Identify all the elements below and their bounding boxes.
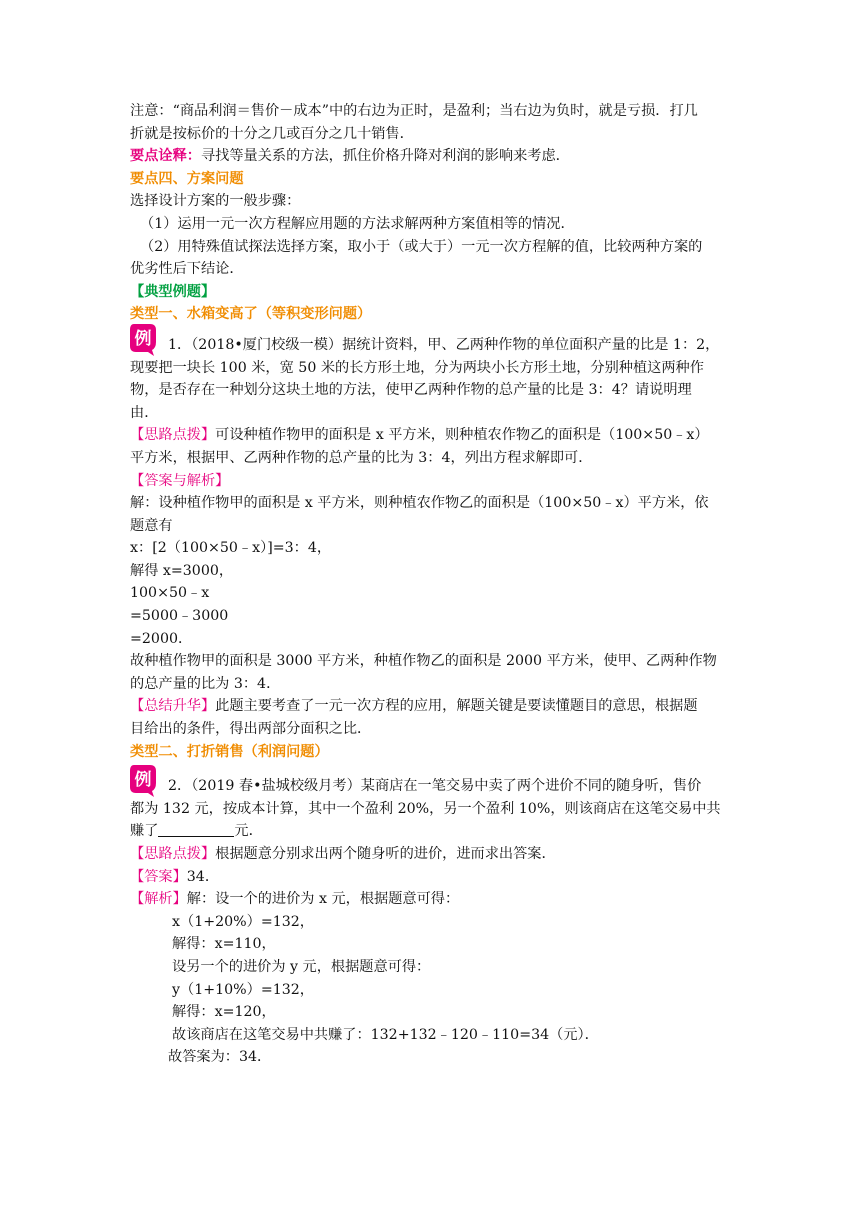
answer-blank [158,822,234,837]
step-1: （1）运用一元一次方程解应用题的方法求解两种方案值相等的情况． [140,215,575,232]
analysis2-line-8: 故答案为：34． [168,1049,272,1066]
summary1-label: 【总结升华】 [130,698,216,715]
q2-line-3 [130,820,730,843]
note-line-2: 折就是按标价的十分之几或百分之几十销售． [130,125,414,142]
analysis2-label: 【解析】 [130,891,187,908]
analysis2-text: 解：设一个的进价为 x 元，根据题意可得： [186,891,460,908]
solution1-line-9: 的总产量的比为 3：4． [130,675,281,692]
solution1-line-5: 100×50﹣x [130,585,210,602]
q1-line-3: 物，是否存在一种划分这块土地的方法，使甲乙两种作物的总产量的比是 3：4？请说明理 [130,382,692,399]
solution1-line-8: 故种植作物甲的面积是 3000 平方米，种植作物乙的面积是 2000 平方米，使甲、乙两种作物 [130,653,717,670]
answer2-label: 【答案】 [130,868,187,885]
q2-earned-text: 赚了 [130,823,159,840]
type1-heading: 类型一、水箱变高了（等积变形问题） [130,306,372,323]
hint2-text: 根据题意分别求出两个随身听的进价，进而求出答案． [215,846,556,862]
q2-unit-text: 元． [234,823,263,840]
example-2 [130,763,730,843]
point4-heading: 要点四、方案问题 [130,170,244,187]
summary1-text: 此题主要考查了一元一次方程的应用，解题关键是要读懂题目的意思，根据题 [215,698,698,715]
solution1-line-6: =5000﹣3000 [130,608,229,625]
summary1-line-1 [130,695,730,718]
step-2-line-2: 优劣性后下结论． [130,261,244,278]
example-badge-icon [128,761,158,797]
answer2-line [130,866,730,889]
hint2-label: 【思路点拨】 [130,846,216,862]
example-badge-icon [128,320,158,356]
q1-line-1: 1．（2018•厦门校级一模）据统计资料，甲、乙两种作物的单位面积产量的比是 1：2， [168,336,720,353]
hint2-line [130,843,730,866]
example-1 [130,326,730,424]
analysis2-line-6: 解得：x=120， [172,1004,276,1021]
analysis2-line-1 [130,888,730,911]
example-badge-text: 例 [134,328,152,349]
document-page [130,100,730,1069]
tip-label: 要点诠释： [130,148,201,165]
summary1-line-2: 目给出的条件，得出两部分面积之比． [130,721,372,738]
analysis2-line-5: y（1+10%）=132， [172,981,314,998]
solution1-line-2: 题意有 [130,517,173,534]
q1-line-2: 现要把一块长 100 米，宽 50 米的长方形土地，分为两块小长方形土地，分别种植这两种作 [130,359,704,376]
hint1-label: 【思路点拨】 [130,427,216,444]
analysis2-line-3: 解得：x=110， [172,936,276,953]
analysis2-line-2: x（1+20%）=132， [172,913,314,930]
type2-heading: 类型二、打折销售（利润问题） [130,743,329,760]
q1-line-4: 由． [130,404,159,421]
example-badge-text: 例 [134,770,152,791]
steps-intro: 选择设计方案的一般步骤： [130,193,301,210]
hint1-text: 可设种植作物甲的面积是 x 平方米，则种植农作物乙的面积是（100×50﹣x） [215,427,709,444]
solution1-line-4: 解得 x=3000， [130,562,234,579]
tip-text: 寻找等量关系的方法，抓住价格升降对利润的影响来考虑． [200,148,570,165]
q2-line-1: 2．（2019 春•盐城校级月考）某商店在一笔交易中卖了两个进价不同的随身听，售价 [168,778,702,795]
solution1-line-3: x：[2（100×50﹣x）]=3：4， [130,540,332,557]
tip-paragraph [130,145,730,168]
answer2-value: 34． [186,868,220,885]
hint1-line-1 [130,424,730,447]
analysis2-line-7: 故该商店在这笔交易中共赚了：132+132﹣120﹣110=34（元）． [172,1026,599,1043]
solution1-line-1: 解：设种植作物甲的面积是 x 平方米，则种植农作物乙的面积是（100×50﹣x）平方米，依 [130,495,709,512]
step-2-line-1: （2）用特殊值试探法选择方案，取小于（或大于）一元一次方程解的值，比较两种方案的 [140,238,703,255]
examples-header: 【典型例题】 [130,283,216,300]
note-line-1: 注意：“商品利润＝售价－成本”中的右边为正时，是盈利；当右边为负时，就是亏损．打几 [130,103,698,119]
answer1-label: 【答案与解析】 [130,472,230,489]
q2-line-2: 都为 132 元，按成本计算，其中一个盈利 20%，另一个盈利 10%，则该商店在这笔交易中共 [130,800,721,817]
hint1-line-2: 平方米，根据甲、乙两种作物的总产量的比为 3：4，列出方程求解即可． [130,449,593,466]
solution1-line-7: =2000． [130,630,193,647]
analysis2-line-4: 设另一个的进价为 y 元，根据题意可得： [172,958,431,975]
